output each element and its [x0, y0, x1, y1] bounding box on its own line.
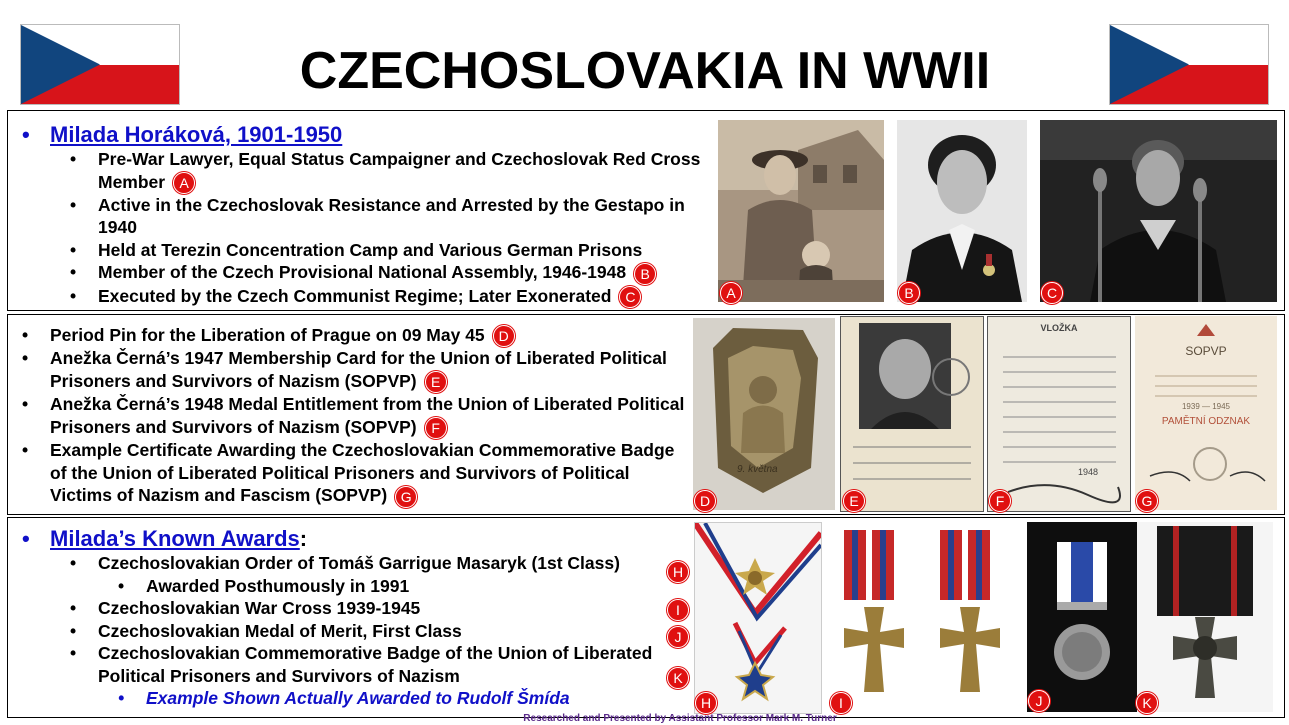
card-date: 1948: [1078, 467, 1099, 477]
badge-e: E: [425, 371, 447, 393]
badge-g: G: [395, 486, 417, 508]
photo-commemorative-badge: [1137, 522, 1273, 712]
badge-h: H: [667, 561, 689, 583]
footer-credit: Researched and Presented by Assistant Professor Mark M. Turner: [523, 713, 837, 724]
section1-heading: [18, 122, 718, 148]
card-title: VLOŽKA: [1040, 323, 1078, 333]
photo-liberation-pin: [693, 318, 835, 510]
photo-membership-card: [840, 316, 984, 512]
page-title: CZECHOSLOVAKIA IN WWII: [299, 42, 991, 100]
list-item: • Example Shown Actually Awarded to Rudolf Šmída: [18, 687, 678, 710]
badge-b: B: [634, 263, 656, 285]
photo-badge-d: D: [694, 490, 716, 512]
list-item: • Example Certificate Awarding the Czechoslovakian Commemorative Badge of the Union of Liberated Political Prisoners and Survivors of Political Victims of Nazism and Fascism (SOPVP) G: [18, 439, 690, 507]
czech-flag-left: [20, 24, 180, 105]
photo-milada-trial: [1040, 120, 1277, 302]
badge-j: J: [667, 626, 689, 648]
czech-flag-right: [1109, 24, 1269, 105]
photo-badge-j: J: [1028, 690, 1050, 712]
photo-badge-e: E: [843, 490, 865, 512]
badge-d: D: [493, 325, 515, 347]
photo-medal-of-merit: [1027, 522, 1137, 712]
milada-heading-link[interactable]: Milada Horáková, 1901-1950: [50, 122, 343, 147]
cert-title: SOPVP: [1185, 344, 1227, 358]
section3-heading: • Milada’s Known Awards:: [18, 526, 678, 552]
photo-milada-portrait: [897, 120, 1027, 302]
photo-medal-entitlement: [987, 316, 1131, 512]
awards-heading-link[interactable]: Milada’s Known Awards: [50, 526, 300, 551]
list-item: • Executed by the Czech Communist Regime; Later Exonerated C: [18, 285, 718, 308]
photo-milada-with-child: [718, 120, 884, 302]
section3-text: [18, 526, 678, 710]
list-item: • Czechoslovakian War Cross 1939-1945: [18, 597, 678, 620]
photo-badge-k: K: [1136, 692, 1158, 714]
list-item: • Active in the Czechoslovak Resistance and Arrested by the Gestapo in 1940: [18, 194, 718, 239]
pin-inscription: 9. května: [737, 464, 778, 475]
list-item: • Pre-War Lawyer, Equal Status Campaigner and Czechoslovak Red Cross Member A: [18, 148, 718, 194]
section2-text: [18, 324, 690, 508]
photo-certificate: [1135, 316, 1277, 510]
badge-f: F: [425, 417, 447, 439]
cert-award: PAMĚTNÍ ODZNAK: [1161, 416, 1251, 427]
badge-a: A: [173, 172, 195, 194]
photo-war-cross: [828, 522, 1026, 712]
photo-badge-a: A: [720, 282, 742, 304]
list-item: • Held at Terezin Concentration Camp and Various German Prisons: [18, 239, 718, 262]
list-item: • Member of the Czech Provisional National Assembly, 1946-1948 B: [18, 261, 718, 284]
list-item: • Period Pin for the Liberation of Prague on 09 May 45 D: [18, 324, 690, 347]
list-item: • Anežka Černá’s 1947 Membership Card for the Union of Liberated Political Prisoners and Survivors of Nazism (SOPVP) E: [18, 347, 690, 393]
badge-c: C: [619, 286, 641, 308]
photo-badge-f: F: [989, 490, 1011, 512]
photo-badge-h: H: [695, 692, 717, 714]
photo-masaryk-order: [694, 522, 822, 714]
list-item: • Czechoslovakian Commemorative Badge of the Union of Liberated Political Prisoners and Survivors of Nazism: [18, 642, 678, 687]
cert-year: 1939 — 1945: [1181, 402, 1231, 411]
list-item: • Czechoslovakian Medal of Merit, First Class: [18, 620, 678, 643]
photo-badge-g: G: [1136, 490, 1158, 512]
list-item: • Czechoslovakian Order of Tomáš Garrigue Masaryk (1st Class): [18, 552, 678, 575]
list-item: • Anežka Černá’s 1948 Medal Entitlement from the Union of Liberated Political Prisoners and Survivors of Nazism (SOPVP) F: [18, 393, 690, 439]
photo-badge-b: B: [898, 282, 920, 304]
section1-text: [18, 122, 718, 308]
badge-k: K: [667, 667, 689, 689]
photo-badge-i: I: [830, 692, 852, 714]
photo-badge-c: C: [1041, 282, 1063, 304]
list-item: • Awarded Posthumously in 1991: [18, 575, 678, 598]
badge-i: I: [667, 599, 689, 621]
